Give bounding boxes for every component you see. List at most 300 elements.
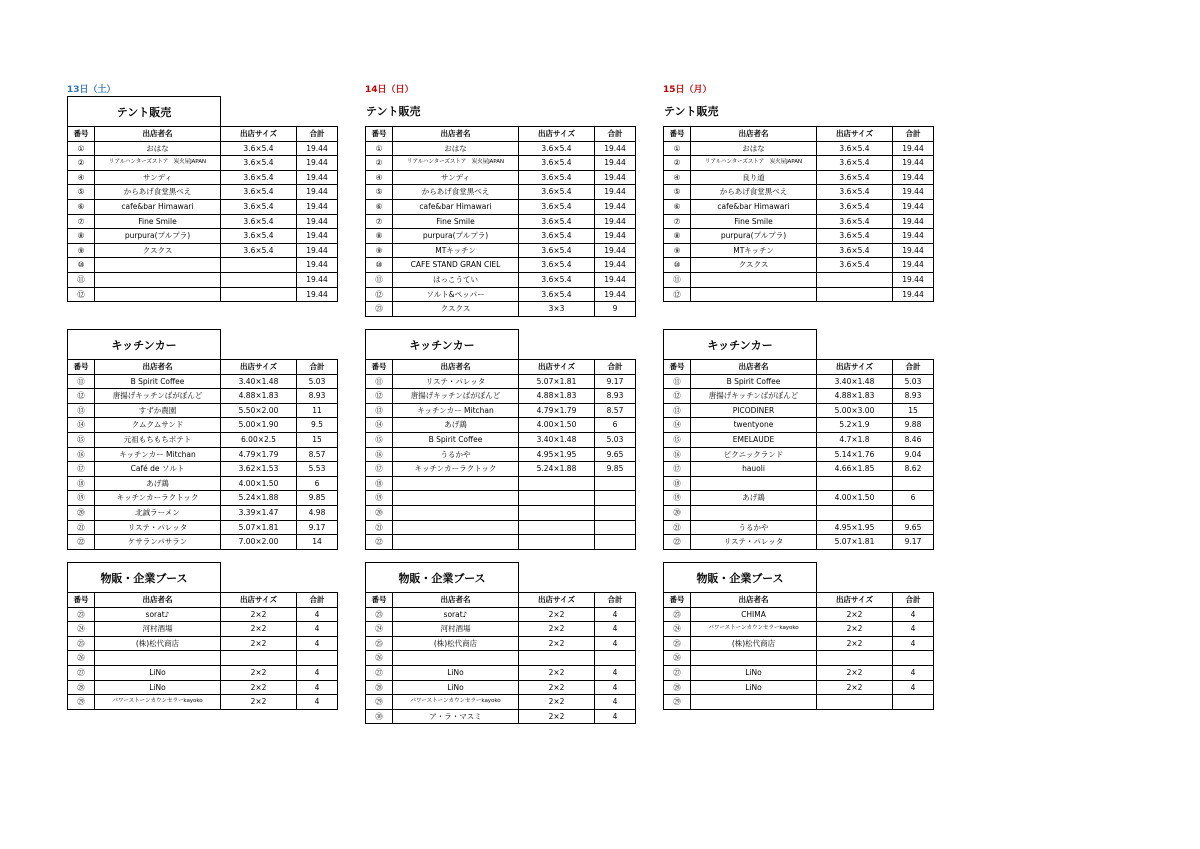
cell-name: MTキッチン [393, 243, 519, 258]
table-row [68, 462, 338, 477]
cell-no: ⑩ [366, 258, 393, 273]
cell-name: sorat♪ [95, 607, 221, 622]
section-tent-sales [365, 96, 635, 317]
table-row [664, 170, 934, 185]
cell-total: 4 [893, 636, 934, 651]
cell-name: LiNo [393, 665, 519, 680]
cell-size [519, 520, 595, 535]
cell-no: ㉔ [366, 622, 393, 637]
cell-name: 河村酒場 [393, 622, 519, 637]
table-row [68, 287, 338, 302]
table-row [366, 636, 636, 651]
header-no: 番号 [664, 593, 691, 608]
cell-name: (株)松代商店 [95, 636, 221, 651]
cell-name: B Spirit Coffee [393, 432, 519, 447]
cell-name: はっこうてい [393, 272, 519, 287]
table-row [664, 622, 934, 637]
cell-total [893, 695, 934, 710]
cell-size: 3.6×5.4 [519, 214, 595, 229]
cell-size: 5.50×2.00 [221, 403, 297, 418]
cell-no: ㉘ [68, 680, 95, 695]
cell-name: LiNo [691, 665, 817, 680]
cell-no: ⑤ [68, 185, 95, 200]
cell-no: ㉒ [664, 535, 691, 550]
table-row [664, 665, 934, 680]
cell-total: 15 [297, 432, 338, 447]
cell-no: ⑧ [68, 229, 95, 244]
cell-name: あげ鶏 [691, 491, 817, 506]
cell-name [691, 505, 817, 520]
cell-name: リアルハンターズストア 炭火屋JAPAN [95, 156, 221, 171]
table-row [68, 432, 338, 447]
section-merch-corporate-booth [663, 562, 933, 710]
cell-name: LiNo [95, 680, 221, 695]
cell-no: ⑪ [366, 374, 393, 389]
table-row [366, 607, 636, 622]
cell-name: 元祖もちもちポテト [95, 432, 221, 447]
table-row [366, 622, 636, 637]
section-title: 物販・企業ブース [663, 562, 817, 592]
cell-size: 5.07×1.81 [519, 374, 595, 389]
cell-name [691, 695, 817, 710]
cell-total [893, 651, 934, 666]
header-total: 合計 [595, 360, 636, 375]
cell-name: キッチンカーラクトック [393, 462, 519, 477]
cell-no: ⑧ [664, 229, 691, 244]
table-row [664, 214, 934, 229]
cell-no: ④ [68, 170, 95, 185]
table-row [366, 302, 636, 317]
table-row [366, 520, 636, 535]
cell-no: ⑱ [68, 476, 95, 491]
cell-size: 4.66×1.85 [817, 462, 893, 477]
cell-name: (株)松代商店 [691, 636, 817, 651]
cell-name: 河村酒場 [95, 622, 221, 637]
cell-name: LiNo [95, 665, 221, 680]
cell-name: ケサランパサラン [95, 535, 221, 550]
cell-no: ㉗ [366, 665, 393, 680]
table-row [366, 535, 636, 550]
table-row [366, 709, 636, 724]
header-size: 出店サイズ [817, 593, 893, 608]
cell-size: 3×3 [519, 302, 595, 317]
cell-size: 2×2 [519, 636, 595, 651]
cell-size [519, 651, 595, 666]
cell-no: ⑥ [366, 199, 393, 214]
cell-name: おはな [95, 141, 221, 156]
cell-no: ⑬ [68, 403, 95, 418]
table-row [366, 170, 636, 185]
cell-size [519, 535, 595, 550]
cell-total: 19.44 [297, 199, 338, 214]
cell-name: からあげ食堂黒べえ [691, 185, 817, 200]
cell-total: 9.85 [595, 462, 636, 477]
header-size: 出店サイズ [221, 593, 297, 608]
cell-size: 3.6×5.4 [519, 229, 595, 244]
table-row [366, 229, 636, 244]
section-title: テント販売 [67, 96, 221, 126]
cell-total: 19.44 [893, 141, 934, 156]
header-name: 出店者名 [393, 593, 519, 608]
cell-no: ㉘ [664, 680, 691, 695]
table-row [366, 156, 636, 171]
cell-total: 4 [297, 622, 338, 637]
cell-no: ⑫ [664, 389, 691, 404]
cell-size: 3.6×5.4 [519, 243, 595, 258]
section-kitchen-car [663, 329, 933, 550]
cell-total: 8.62 [893, 462, 934, 477]
cell-size: 3.6×5.4 [221, 170, 297, 185]
cell-total [893, 505, 934, 520]
table-row [366, 462, 636, 477]
table-row [664, 185, 934, 200]
cell-size: 2×2 [519, 607, 595, 622]
cell-name: クムクムサンド [95, 418, 221, 433]
cell-no: ⑥ [664, 199, 691, 214]
cell-size: 5.07×1.81 [817, 535, 893, 550]
header-no: 番号 [664, 360, 691, 375]
cell-size: 2×2 [817, 607, 893, 622]
cell-total: 4 [595, 636, 636, 651]
cell-size: 4.88×1.83 [519, 389, 595, 404]
cell-name: おはな [393, 141, 519, 156]
cell-no: ⑪ [664, 272, 691, 287]
cell-total: 9.65 [893, 520, 934, 535]
cell-name [95, 272, 221, 287]
cell-name: CHIMA [691, 607, 817, 622]
table-row [366, 695, 636, 710]
cell-no: ㉙ [664, 695, 691, 710]
cell-name [393, 535, 519, 550]
cell-size: 4.88×1.83 [817, 389, 893, 404]
section-merch-corporate-booth [67, 562, 337, 710]
cell-total: 19.44 [297, 156, 338, 171]
table-row [68, 680, 338, 695]
vendor-table [67, 359, 338, 550]
cell-total: 4 [297, 665, 338, 680]
cell-name: ア・ラ・マスミ [393, 709, 519, 724]
cell-size: 3.40×1.48 [817, 374, 893, 389]
cell-size: 3.6×5.4 [817, 229, 893, 244]
cell-size: 2×2 [221, 636, 297, 651]
cell-no: ⑯ [664, 447, 691, 462]
table-row [68, 665, 338, 680]
cell-no: ⑯ [366, 447, 393, 462]
cell-total: 9 [595, 302, 636, 317]
vendor-table [663, 592, 934, 710]
cell-name: B Spirit Coffee [691, 374, 817, 389]
cell-name [691, 651, 817, 666]
cell-name: EMELAUDE [691, 432, 817, 447]
cell-no: ⑤ [366, 185, 393, 200]
cell-no: ⑮ [366, 432, 393, 447]
cell-total: 4 [297, 680, 338, 695]
cell-size [519, 505, 595, 520]
table-row [68, 636, 338, 651]
cell-no: ⑦ [664, 214, 691, 229]
table-row [664, 272, 934, 287]
cell-total: 19.44 [893, 199, 934, 214]
cell-size: 2×2 [519, 622, 595, 637]
table-row [366, 447, 636, 462]
cell-size: 3.6×5.4 [221, 243, 297, 258]
section-title: 物販・企業ブース [365, 562, 519, 592]
cell-no: ⑭ [68, 418, 95, 433]
cell-no: ㉓ [366, 607, 393, 622]
cell-name [691, 287, 817, 302]
cell-total: 19.44 [595, 258, 636, 273]
cell-no: ㉙ [366, 695, 393, 710]
table-row [366, 476, 636, 491]
header-row [68, 593, 338, 608]
cell-size: 6.00×2.5 [221, 432, 297, 447]
cell-no: ④ [366, 170, 393, 185]
header-row [68, 127, 338, 142]
cell-total: 9.65 [595, 447, 636, 462]
cell-size: 5.24×1.88 [221, 491, 297, 506]
section-title: キッチンカー [67, 329, 221, 359]
cell-name: サンディ [393, 170, 519, 185]
cell-size [519, 491, 595, 506]
cell-total: 19.44 [893, 170, 934, 185]
cell-name [95, 287, 221, 302]
cell-no: ㉕ [68, 636, 95, 651]
cell-size: 2×2 [221, 622, 297, 637]
cell-no: ㉔ [664, 622, 691, 637]
cell-total: 19.44 [595, 272, 636, 287]
cell-size: 3.6×5.4 [519, 156, 595, 171]
cell-no: ⑰ [366, 462, 393, 477]
cell-total: 9.17 [595, 374, 636, 389]
cell-size: 4.7×1.8 [817, 432, 893, 447]
cell-no: ⑩ [664, 258, 691, 273]
cell-size: 2×2 [221, 680, 297, 695]
cell-total: 9.88 [893, 418, 934, 433]
cell-total: 19.44 [595, 199, 636, 214]
cell-no: ⑰ [68, 462, 95, 477]
cell-no: ① [366, 141, 393, 156]
cell-no: ㉑ [68, 520, 95, 535]
cell-name: 良り道 [691, 170, 817, 185]
cell-name: サンディ [95, 170, 221, 185]
cell-name: purpura(プルプラ) [95, 229, 221, 244]
header-total: 合計 [893, 593, 934, 608]
cell-no: ㉖ [68, 651, 95, 666]
cell-total: 19.44 [893, 243, 934, 258]
cell-no: ⑦ [68, 214, 95, 229]
cell-size: 4.00×1.50 [817, 491, 893, 506]
cell-total: 19.44 [893, 272, 934, 287]
cell-total: 19.44 [297, 243, 338, 258]
header-row [366, 127, 636, 142]
cell-total: 4 [595, 607, 636, 622]
cell-name: PICODINER [691, 403, 817, 418]
cell-size [221, 651, 297, 666]
cell-size: 2×2 [519, 680, 595, 695]
header-row [664, 360, 934, 375]
vendor-table [67, 592, 338, 710]
cell-no: ⑪ [366, 272, 393, 287]
cell-total: 8.93 [595, 389, 636, 404]
cell-total: 4 [893, 680, 934, 695]
header-no: 番号 [68, 593, 95, 608]
cell-size: 2×2 [817, 680, 893, 695]
cell-name: twentyone [691, 418, 817, 433]
header-row [366, 360, 636, 375]
cell-name [393, 476, 519, 491]
cell-size [519, 476, 595, 491]
table-row [366, 403, 636, 418]
cell-total [893, 476, 934, 491]
cell-total: 11 [297, 403, 338, 418]
cell-no: ㉖ [366, 651, 393, 666]
cell-total: 5.53 [297, 462, 338, 477]
cell-size: 4.79×1.79 [519, 403, 595, 418]
vendor-table [365, 592, 636, 724]
cell-size: 3.6×5.4 [817, 199, 893, 214]
cell-total: 8.57 [595, 403, 636, 418]
cell-name: ソルト&ペッパー [393, 287, 519, 302]
cell-total: 19.44 [297, 185, 338, 200]
cell-no: ⑧ [366, 229, 393, 244]
cell-size: 3.62×1.53 [221, 462, 297, 477]
cell-size: 3.6×5.4 [817, 185, 893, 200]
cell-size: 4.95×1.95 [817, 520, 893, 535]
table-row [366, 272, 636, 287]
cell-size: 3.6×5.4 [519, 258, 595, 273]
cell-total: 5.03 [297, 374, 338, 389]
cell-total: 19.44 [595, 156, 636, 171]
header-row [664, 593, 934, 608]
cell-name: (株)松代商店 [393, 636, 519, 651]
cell-size: 3.6×5.4 [817, 141, 893, 156]
header-no: 番号 [366, 360, 393, 375]
cell-total: 19.44 [893, 214, 934, 229]
cell-total [595, 476, 636, 491]
cell-no: ㉒ [366, 535, 393, 550]
table-row [68, 214, 338, 229]
cell-no: ⑮ [68, 432, 95, 447]
table-row [68, 374, 338, 389]
table-row [664, 418, 934, 433]
table-row [68, 476, 338, 491]
header-total: 合計 [595, 127, 636, 142]
table-row [366, 141, 636, 156]
cell-name: Fine Smile [393, 214, 519, 229]
cell-total: 9.5 [297, 418, 338, 433]
table-row [366, 418, 636, 433]
cell-total: 19.44 [595, 229, 636, 244]
cell-name: Fine Smile [691, 214, 817, 229]
header-total: 合計 [297, 593, 338, 608]
cell-name: B Spirit Coffee [95, 374, 221, 389]
cell-size: 5.00×3.00 [817, 403, 893, 418]
cell-total: 8.57 [297, 447, 338, 462]
cell-no: ⑳ [664, 505, 691, 520]
cell-no: ⑪ [664, 374, 691, 389]
cell-size: 3.6×5.4 [221, 229, 297, 244]
cell-size: 2×2 [817, 622, 893, 637]
section-title: 物販・企業ブース [67, 562, 221, 592]
cell-size: 4.79×1.79 [221, 447, 297, 462]
cell-total: 4 [893, 665, 934, 680]
cell-total: 4 [595, 709, 636, 724]
cell-no: ㉓ [664, 607, 691, 622]
cell-name: Fine Smile [95, 214, 221, 229]
cell-name: クスクス [393, 302, 519, 317]
cell-size: 4.88×1.83 [221, 389, 297, 404]
cell-name: リステ・パレッタ [393, 374, 519, 389]
cell-name [393, 491, 519, 506]
header-row [68, 360, 338, 375]
cell-total: 4 [297, 636, 338, 651]
cell-size: 3.39×1.47 [221, 505, 297, 520]
table-row [664, 651, 934, 666]
cell-total [595, 491, 636, 506]
cell-total [297, 651, 338, 666]
cell-size [817, 476, 893, 491]
cell-no: ② [664, 156, 691, 171]
cell-size: 5.14×1.76 [817, 447, 893, 462]
header-size: 出店サイズ [221, 127, 297, 142]
cell-size: 3.6×5.4 [817, 214, 893, 229]
cell-name: パワーストーンカウンセラーkayoko [393, 695, 519, 710]
header-name: 出店者名 [95, 360, 221, 375]
cell-size: 2×2 [519, 695, 595, 710]
table-row [68, 185, 338, 200]
cell-total: 19.44 [595, 185, 636, 200]
header-no: 番号 [366, 127, 393, 142]
table-row [366, 243, 636, 258]
table-row [68, 156, 338, 171]
table-row [366, 199, 636, 214]
cell-total: 9.04 [893, 447, 934, 462]
cell-no: ⑮ [664, 432, 691, 447]
section-title: キッチンカー [365, 329, 519, 359]
cell-no: ⑪ [68, 272, 95, 287]
cell-name: cafe&bar Himawari [95, 199, 221, 214]
cell-no: ⑯ [68, 447, 95, 462]
table-row [664, 156, 934, 171]
cell-size: 3.6×5.4 [221, 141, 297, 156]
cell-size: 2×2 [221, 665, 297, 680]
cell-total: 8.46 [893, 432, 934, 447]
table-row [664, 491, 934, 506]
cell-total: 19.44 [297, 141, 338, 156]
header-name: 出店者名 [95, 127, 221, 142]
cell-no: ㉘ [366, 680, 393, 695]
header-no: 番号 [366, 593, 393, 608]
cell-no: ⑨ [664, 243, 691, 258]
table-row [366, 505, 636, 520]
cell-size: 2×2 [817, 665, 893, 680]
cell-total: 19.44 [297, 272, 338, 287]
cell-size: 3.6×5.4 [519, 141, 595, 156]
cell-total: 4 [297, 607, 338, 622]
cell-name: うるかや [691, 520, 817, 535]
header-name: 出店者名 [393, 360, 519, 375]
cell-size: 3.6×5.4 [519, 272, 595, 287]
cell-name: purpura(プルプラ) [393, 229, 519, 244]
table-row [664, 636, 934, 651]
cell-no: ⑪ [68, 374, 95, 389]
cell-total: 19.44 [893, 258, 934, 273]
header-row [366, 593, 636, 608]
header-name: 出店者名 [95, 593, 221, 608]
cell-no: ⑲ [664, 491, 691, 506]
table-row [664, 258, 934, 273]
table-row [68, 622, 338, 637]
